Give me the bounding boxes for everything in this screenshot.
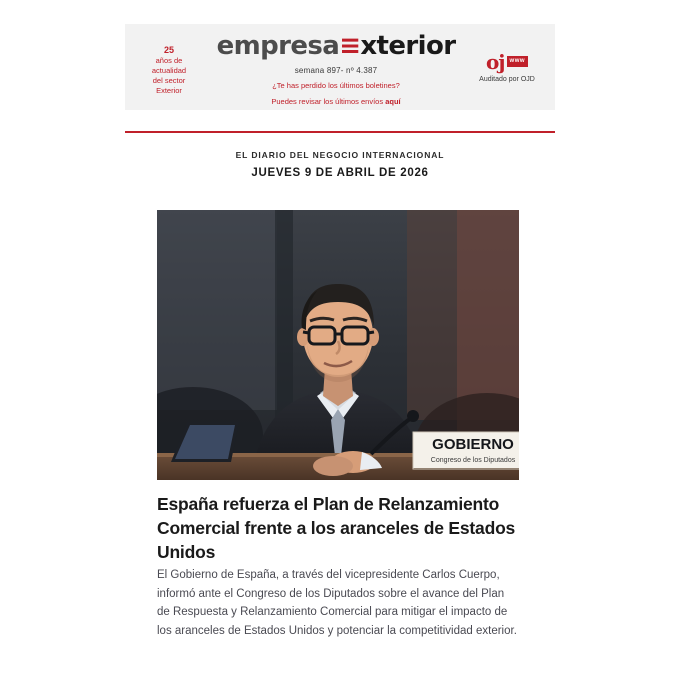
- newsletter-action: [271, 96, 400, 107]
- article-hero-image[interactable]: [157, 210, 519, 480]
- newsletter-action-prefix: Puedes revisar los últimos envíos: [271, 97, 386, 106]
- ojd-caption: Auditado por OJD: [479, 75, 535, 83]
- anniversary-line-3: del sector: [152, 75, 186, 85]
- red-divider: [125, 131, 555, 133]
- anniversary-line-2: actualidad: [151, 65, 187, 75]
- svg-text:GOBIERNO: GOBIERNO: [432, 436, 514, 453]
- newsletter-archive-link[interactable]: aquí: [385, 97, 401, 106]
- svg-text:Congreso de los Diputados: Congreso de los Diputados: [430, 457, 516, 464]
- issue-number: semana 897- nº 4.387: [294, 66, 378, 75]
- brand-logo-part2: xterior: [360, 31, 456, 61]
- ojd-logo-icon: [485, 49, 528, 74]
- brand-logo[interactable]: [217, 31, 456, 60]
- anniversary-block: [125, 24, 213, 110]
- article-headline[interactable]: España refuerza el Plan de Relanzamiento Comercial frente a los aranceles de Estados Unidos: [157, 494, 516, 562]
- issue-date: JUEVES 9 DE ABRIL DE 2026: [251, 167, 429, 179]
- masthead: [125, 24, 555, 110]
- ojd-mark: oj: [485, 49, 505, 74]
- brand-logo-bar: ≡: [339, 31, 361, 61]
- ojd-block: [459, 24, 555, 110]
- section-kicker: EL DIARIO DEL NEGOCIO INTERNACIONAL: [235, 150, 445, 160]
- anniversary-line-4: Exterior: [156, 85, 182, 95]
- newsletter-question: ¿Te has perdido los últimos boletines?: [272, 81, 400, 90]
- anniversary-line-1: años de: [155, 55, 183, 65]
- ojd-web-badge: www: [507, 56, 529, 67]
- masthead-center: [213, 24, 459, 110]
- brand-logo-part1: empresa: [216, 31, 340, 61]
- article-lede: El Gobierno de España, a través del vicepresidente Carlos Cuerpo, informó ante el Congreso de los Diputados sobre el avance del Plan de Respuesta y Relanzamiento Comercial para mitigar el impacto de los aranceles de Estados Unidos y potenciar la competitividad exterior.: [157, 569, 517, 637]
- anniversary-number: 25: [163, 44, 174, 55]
